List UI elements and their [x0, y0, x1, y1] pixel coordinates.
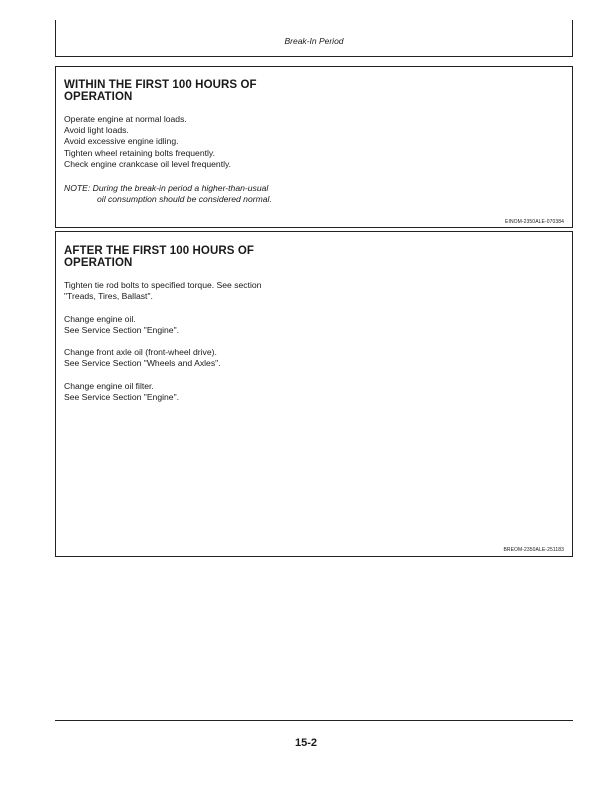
paragraph-line: Change front axle oil (front-wheel drive).	[64, 347, 217, 357]
reference-code: EINOM-2350ALE-070384	[505, 219, 564, 225]
note-line: NOTE: During the break-in period a higher-than-usual	[64, 183, 269, 193]
section-heading-line: AFTER THE FIRST 100 HOURS OF	[64, 245, 255, 257]
paragraph	[64, 280, 261, 302]
instruction-item: Check engine crankcase oil level frequently.	[64, 158, 232, 169]
instruction-item: Avoid excessive engine idling.	[64, 136, 179, 147]
page-header	[55, 20, 573, 57]
section-heading	[64, 79, 257, 103]
instruction-item: Operate engine at normal loads.	[64, 114, 187, 124]
section-heading-line: WITHIN THE FIRST 100 HOURS OF	[64, 79, 257, 91]
paragraph-line: Tighten tie rod bolts to specified torque. See section	[64, 280, 262, 290]
footer-divider	[55, 720, 573, 721]
instruction-item: Tighten wheel retaining bolts frequently.	[64, 147, 215, 158]
paragraph-line: Change engine oil.	[64, 314, 136, 324]
section-heading	[64, 245, 254, 269]
note	[64, 183, 272, 205]
reference-code: BREOM-2350ALE-251183	[503, 547, 564, 553]
header-title: Break-In Period	[284, 36, 344, 46]
section-heading-line: OPERATION	[64, 257, 133, 269]
paragraph-line: "Treads, Tires, Ballast".	[64, 291, 153, 302]
instruction-item: Avoid light loads.	[64, 125, 129, 136]
paragraph	[64, 314, 179, 336]
paragraph	[64, 347, 221, 369]
instruction-list	[64, 114, 231, 170]
section-heading-line: OPERATION	[64, 91, 133, 103]
note-line: oil consumption should be considered normal.	[97, 194, 272, 205]
paragraph-line: See Service Section "Engine".	[64, 325, 180, 336]
paragraph-line: Change engine oil filter.	[64, 381, 154, 391]
paragraph-line: See Service Section "Wheels and Axles".	[64, 358, 221, 369]
paragraph	[64, 381, 179, 403]
section-within-first-100-hours	[55, 66, 573, 228]
section-after-first-100-hours	[55, 231, 573, 557]
page-number: 15-2	[294, 737, 318, 749]
paragraph-line: See Service Section "Engine".	[64, 392, 180, 403]
